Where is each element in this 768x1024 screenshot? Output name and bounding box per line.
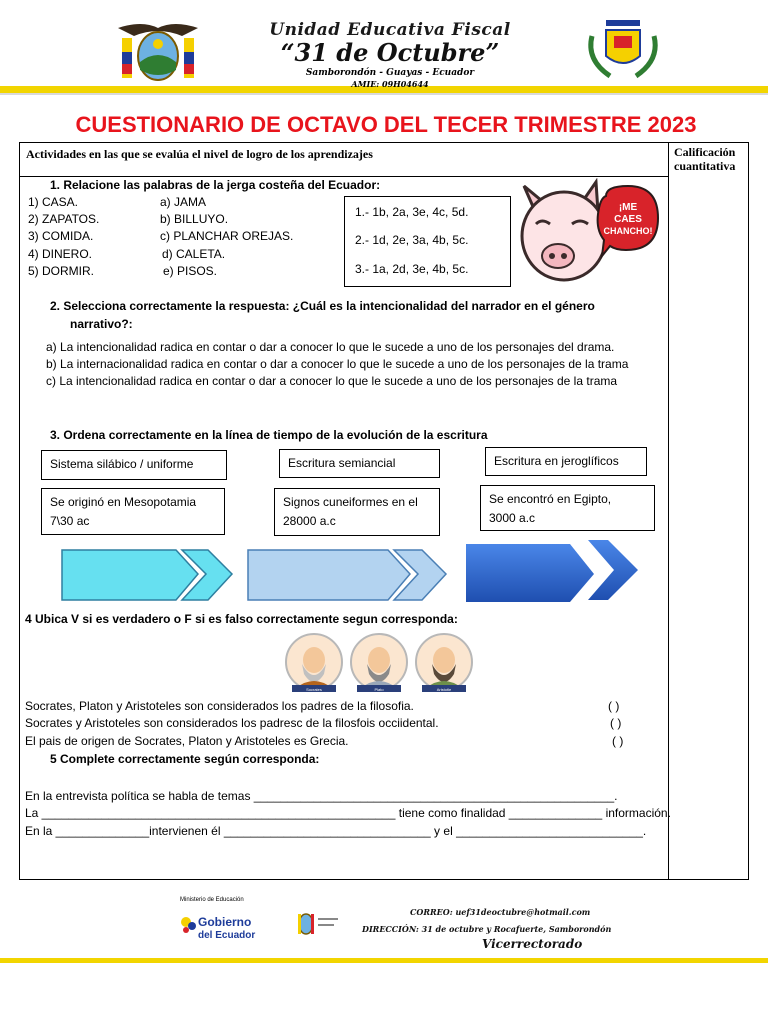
q1-left-item: 4) DINERO. [28, 247, 93, 261]
school-name-line1: Unidad Educativa Fiscal [269, 20, 511, 40]
true-false-blank[interactable]: ( ) [612, 734, 624, 748]
q2-option[interactable]: b) La internacionalidad radica en contar o dar a conocer lo que le sucede a uno de los personajes de la trama [46, 357, 629, 371]
q1-option[interactable]: 1.- 1b, 2a, 3e, 4c, 5d. [355, 205, 469, 219]
true-false-blank[interactable]: ( ) [608, 699, 620, 713]
aristotle-portrait-icon [416, 634, 472, 692]
q4-statement: El pais de origen de Socrates, Platon y Aristoteles es Grecia. [25, 734, 349, 748]
ministry-label: Ministerio de Educación [180, 897, 244, 903]
q1-answer-options-box [344, 196, 511, 287]
q1-option[interactable]: 2.- 1d, 2e, 3a, 4b, 5c. [355, 233, 469, 247]
q1-left-item: 3) COMIDA. [28, 229, 94, 243]
timeline-box-line: 28000 a.c [283, 514, 336, 528]
school-location: Samborondón - Guayas - Ecuador [305, 68, 475, 78]
timeline-box-line: 3000 a.c [489, 511, 536, 525]
true-false-blank[interactable]: ( ) [610, 716, 622, 730]
timeline-box-bottom[interactable] [41, 488, 225, 535]
timeline-box-bottom[interactable] [274, 488, 440, 536]
timeline-arrow-3-icon [466, 540, 638, 602]
q2-option[interactable]: c) La intencionalidad radica en contar o dar a conocer lo que le sucede a uno de los personajes de la trama [46, 374, 618, 388]
q1-right-item: c) PLANCHAR OREJAS. [160, 229, 294, 243]
timeline-box-line: Se encontró en Egipto, [489, 492, 612, 506]
gob-logo-line: Gobierno [198, 915, 252, 929]
timeline-box-top[interactable]: Escritura en jeroglíficos [485, 447, 647, 476]
footer-email: CORREO: uef31deoctubre@hotmail.com [410, 907, 591, 917]
sticker-line: CAES [614, 214, 642, 225]
socrates-portrait-icon [286, 634, 342, 692]
header-underline [0, 93, 768, 95]
q4-statement: Socrates, Platon y Aristoteles son considerados los padres de la filosofia. [25, 699, 414, 713]
pig-sticker-icon [518, 178, 662, 290]
timeline-box-top[interactable]: Sistema silábico / uniforme [41, 450, 227, 480]
page-title: CUESTIONARIO DE OCTAVO DEL TECER TRIMESTRE 2023 [75, 112, 697, 137]
sticker-line: CHANCHO! [603, 226, 653, 236]
q5-fill-line[interactable]: En la ______________intervienen él _______________________________ y el ____________________________. [25, 824, 647, 838]
timeline-box-bottom[interactable] [480, 485, 655, 531]
school-name-line2: “31 de Octubre” [280, 38, 500, 67]
footer-band [0, 958, 768, 963]
question-1-heading: 1. Relacione las palabras de la jerga costeña del Ecuador: [50, 178, 381, 192]
question-2-heading: 2. Selecciona correctamente la respuesta: ¿Cuál es la intencionalidad del narrador en el género [50, 299, 595, 313]
header-row-divider [20, 176, 668, 177]
question-5-heading: 5 Complete correctamente según corresponda: [50, 752, 320, 766]
q1-left-item: 2) ZAPATOS. [28, 212, 100, 226]
school-amie: AMIE: 09H04644 [351, 79, 429, 89]
q5-fill-line[interactable]: En la entrevista política se habla de temas ______________________________________________________. [25, 789, 618, 803]
activities-column-header: Actividades en las que se evalúa el nivel de logro de los aprendizajes [26, 147, 373, 161]
column-divider [668, 143, 669, 879]
gob-logo-line: del Ecuador [198, 930, 256, 941]
philosophers-portraits [284, 630, 474, 696]
footer-vicerrectorado: Vicerrectorado [482, 937, 583, 951]
q4-statement: Socrates y Aristoteles son considerados los padresc de la filosfois occiidental. [25, 716, 439, 730]
timeline-box-line: Se originó en Mesopotamia [50, 495, 197, 509]
question-3-heading: 3. Ordena correctamente en la línea de tiempo de la evolución de la escritura [50, 428, 488, 442]
portrait-caption: Aristotle [436, 687, 452, 692]
sticker-line: ¡ME [618, 202, 638, 213]
q1-option[interactable]: 3.- 1a, 2d, 3e, 4b, 5c. [355, 262, 469, 276]
q1-left-item: 1) CASA. [28, 195, 79, 209]
timeline-box-top[interactable]: Escritura semiancial [279, 449, 440, 478]
q1-right-item: d) CALETA. [162, 247, 226, 261]
q1-right-item: e) PISOS. [163, 264, 218, 278]
question-2-heading-cont: narrativo?: [70, 317, 133, 331]
q5-fill-line[interactable]: La _____________________________________________________ tiene como finalidad ______________ información. [25, 806, 671, 820]
plato-portrait-icon [351, 634, 407, 692]
timeline-arrows [58, 538, 648, 608]
q1-right-item: b) BILLUYO. [160, 212, 229, 226]
gobierno-ecuador-logo [178, 908, 260, 942]
portrait-caption: Plato [374, 687, 384, 692]
footer-address: DIRECCIÓN: 31 de octubre y Rocafuerte, Samborondón [362, 924, 612, 934]
timeline-box-line: Signos cuneiformes en el [283, 495, 418, 509]
timeline-box-line: 7\30 ac [50, 514, 90, 528]
score-column-header: Calificación cuantitativa [674, 145, 736, 173]
school-emblem-icon [580, 16, 666, 82]
timeline-arrow-1-icon [62, 550, 232, 600]
q2-option[interactable]: a) La intencionalidad radica en contar o dar a conocer lo que le sucede a uno de los personajes del drama. [46, 340, 615, 354]
q1-left-item: 5) DORMIR. [28, 264, 94, 278]
q1-right-item: a) JAMA [160, 195, 207, 209]
ecuador-coat-of-arms-icon [112, 18, 204, 84]
republic-seal-icon [296, 908, 342, 938]
portrait-caption: Socrates [306, 687, 322, 692]
timeline-arrow-2-icon [248, 550, 446, 600]
question-4-heading: 4 Ubica V si es verdadero o F si es falso correctamente segun corresponda: [25, 612, 458, 626]
